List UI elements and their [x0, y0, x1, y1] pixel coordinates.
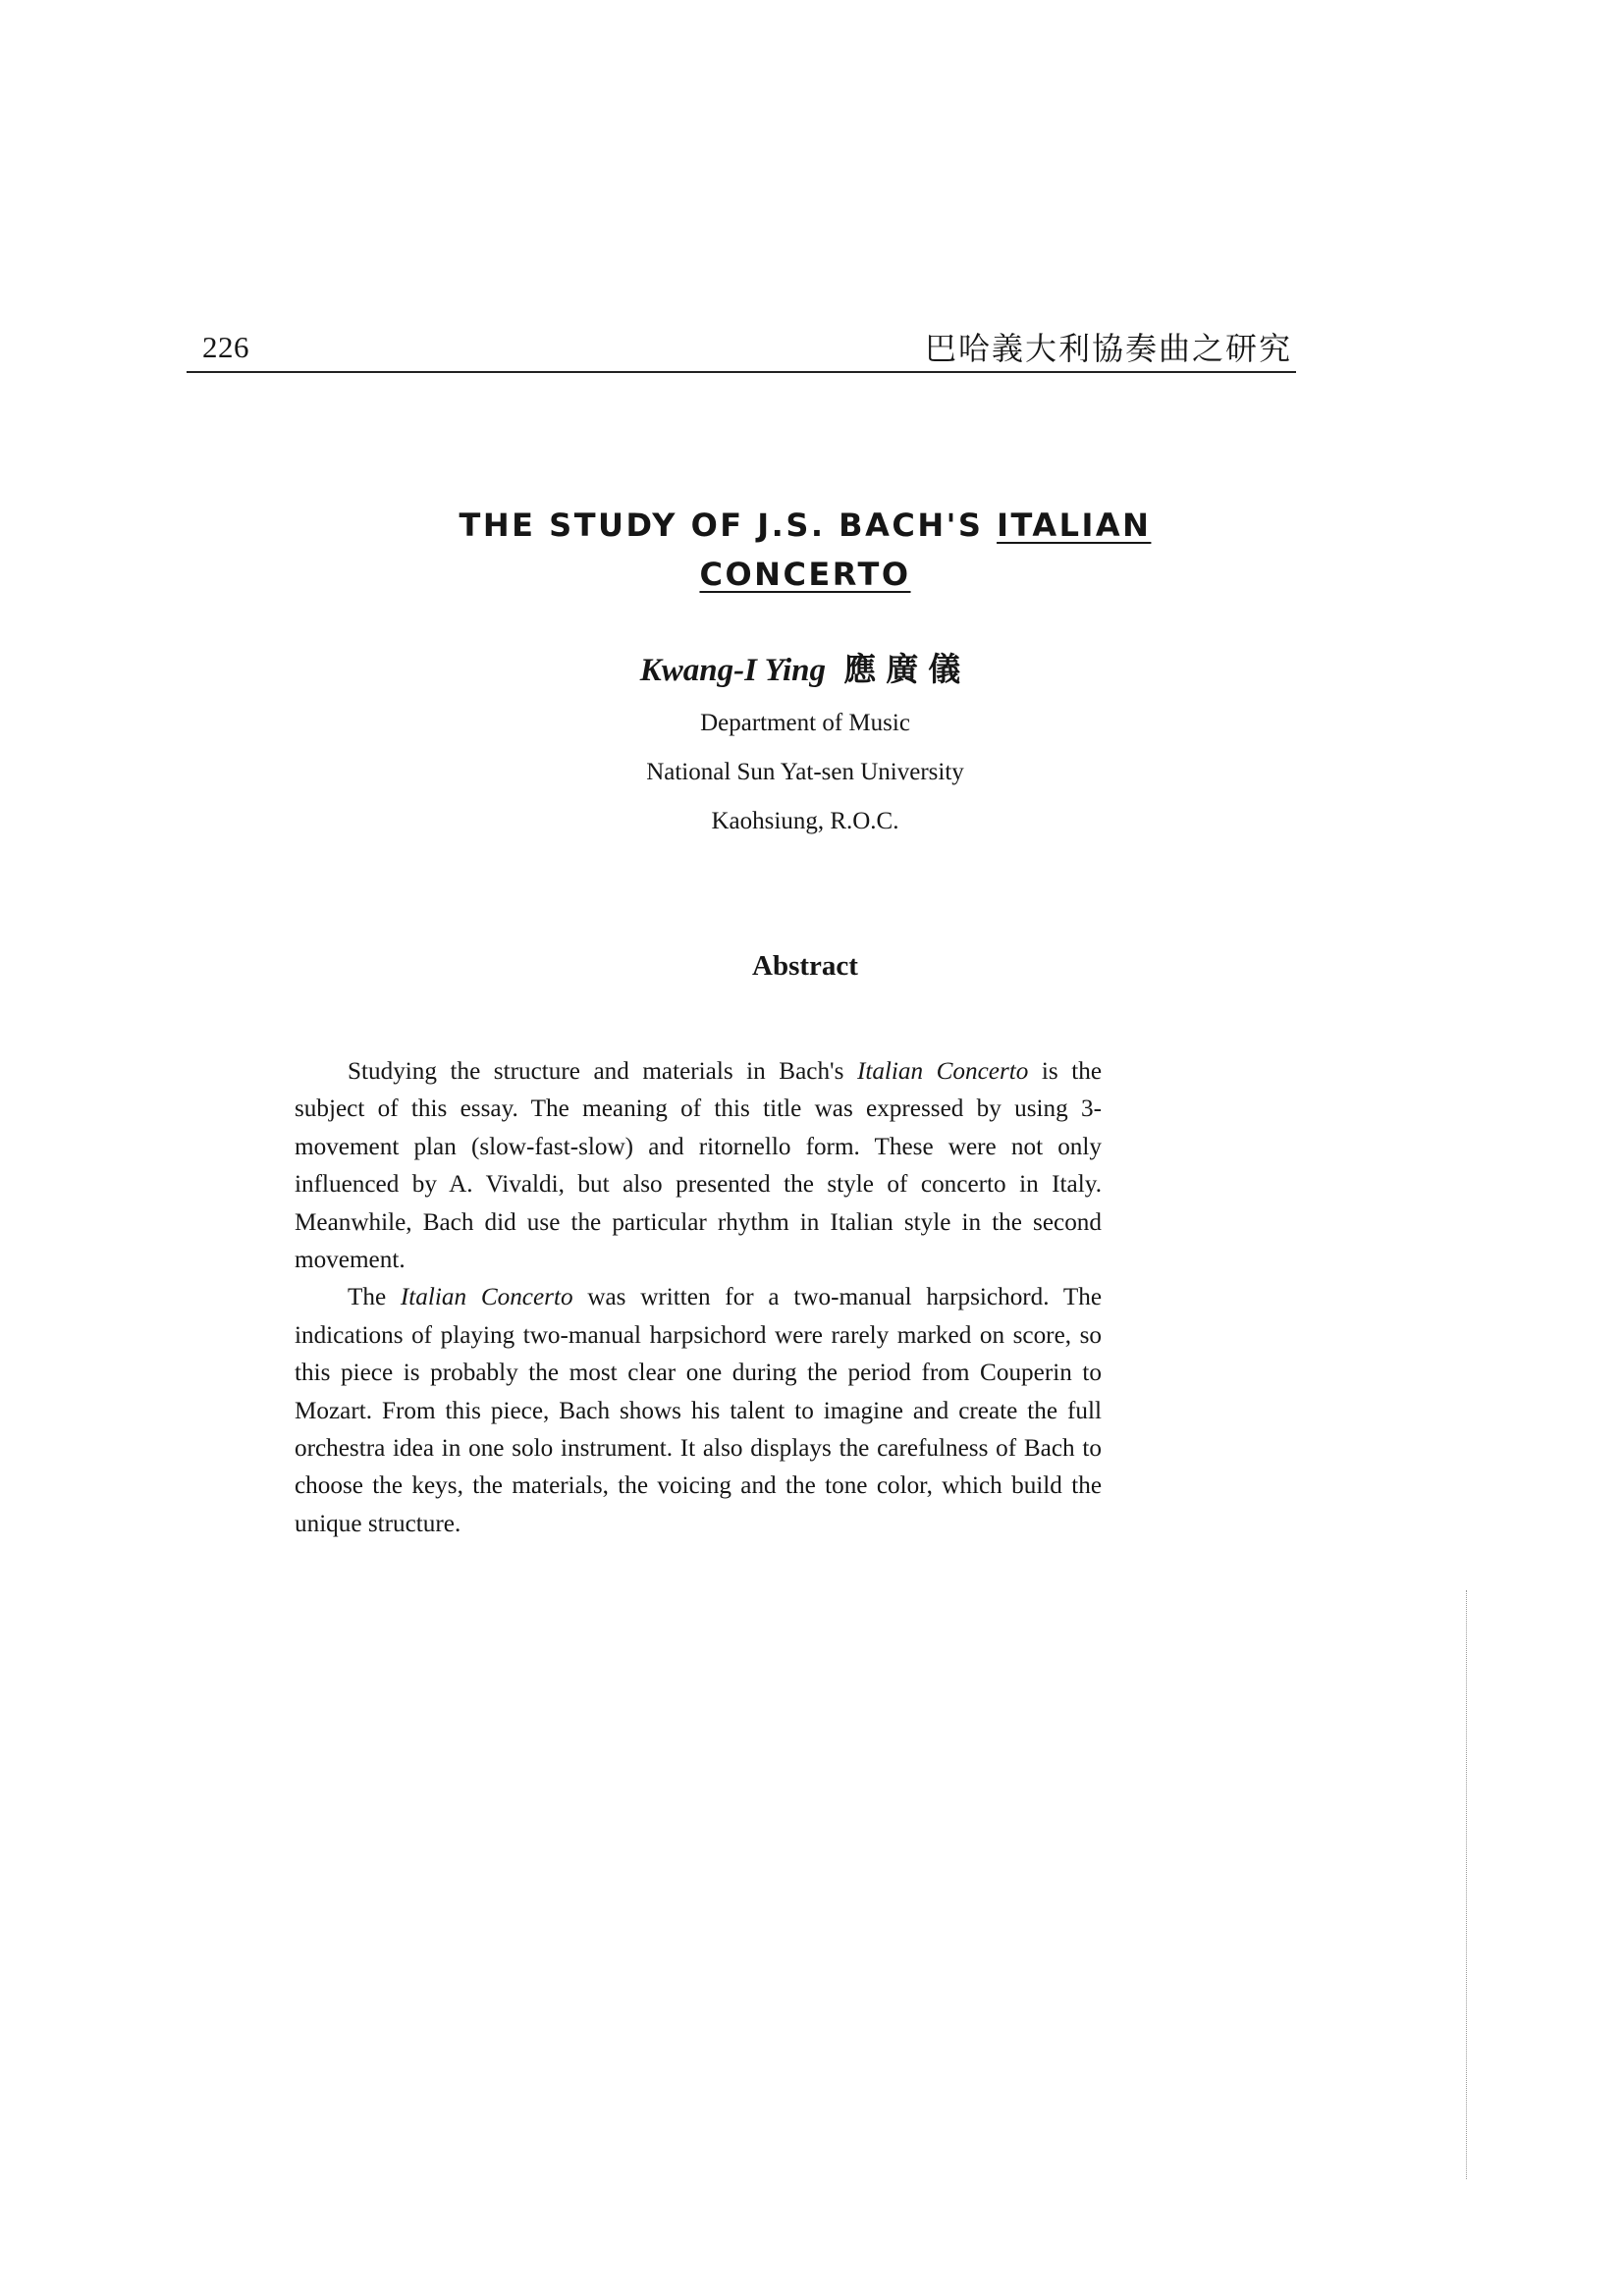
affiliation-university: National Sun Yat-sen University — [646, 759, 964, 785]
running-title: 巴哈義大利協奏曲之研究 — [924, 330, 1292, 367]
article-title — [295, 501, 1316, 599]
affiliation-location: Kaohsiung, R.O.C. — [711, 808, 899, 834]
p1-italic-work-title: Italian Concerto — [856, 1058, 1029, 1085]
title-line2-underlined: CONCERTO — [699, 556, 911, 593]
abstract-body — [295, 1053, 1102, 1543]
p2-italic-work-title: Italian Concerto — [400, 1284, 573, 1311]
author-name: Kwang-I Ying — [639, 653, 826, 688]
abstract-paragraph-1 — [295, 1053, 1102, 1279]
running-header — [187, 324, 1296, 373]
p1-text-start: Studying the structure and materials in Bach's — [348, 1058, 844, 1085]
p2-text-start: The — [348, 1284, 387, 1311]
abstract-paragraph-2 — [295, 1279, 1102, 1543]
p1-text-rest: is the subject of this essay. The meaning of this title was expressed by using 3-movement plan (slow-fast-slow) and ritornello form. These were not only influenced by A. Vivaldi, but also presented the style of concerto in Italy. Meanwhile, Bach did use the particular rhythm in Italian style in the second movement. — [295, 1058, 1103, 1274]
p2-text-rest: was written for a two-manual harpsichord. The indications of playing two-manual harpsichord were rarely marked on score, so this piece is probably the most clear one during the period from Couperin to Mozart. From this piece, Bach shows his talent to imagine and create the full orchestra idea in one solo instrument. It also displays the carefulness of Bach to choose the keys, the materials, the voicing and the tone color, which build the unique structure. — [295, 1284, 1103, 1537]
title-line1-underlined: ITALIAN — [997, 507, 1152, 544]
abstract-heading: Abstract — [752, 950, 858, 982]
affiliation-department: Department of Music — [700, 710, 910, 736]
page-number: 226 — [202, 330, 249, 364]
scan-edge-line — [1466, 1590, 1467, 2179]
author-byline — [295, 648, 1316, 692]
title-line1-plain: THE STUDY OF J.S. BACH'S — [459, 507, 984, 544]
author-name-chinese: 應廣儀 — [843, 650, 971, 688]
